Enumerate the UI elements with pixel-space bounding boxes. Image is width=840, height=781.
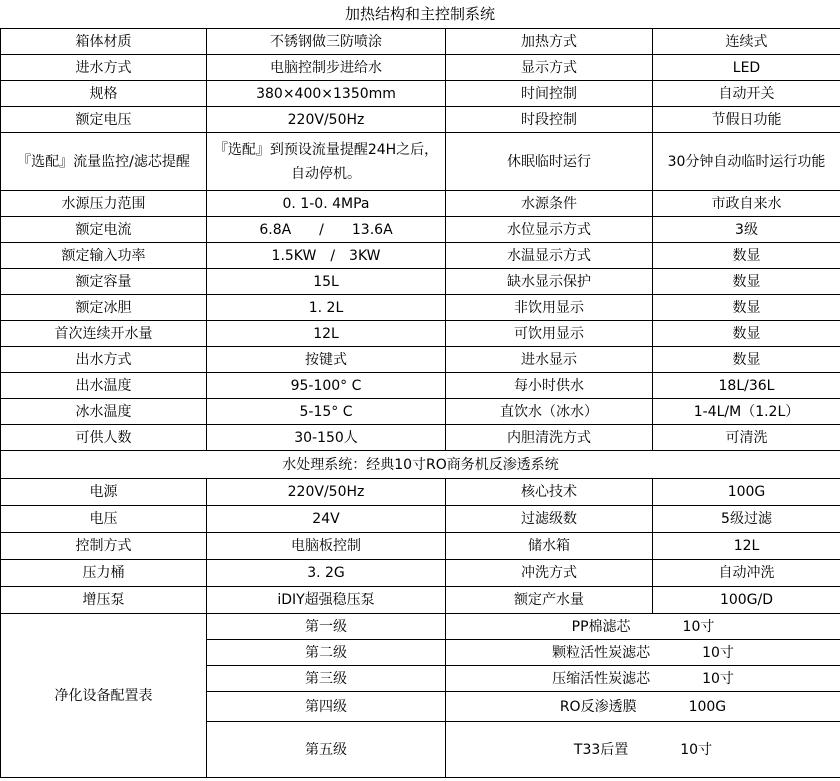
spec-row <box>1 347 840 373</box>
spec-value-cell: 自动开关 <box>653 81 840 107</box>
spec-value-cell: 自动冲洗 <box>653 560 840 587</box>
filter-size: 10寸 <box>680 741 713 758</box>
filter-detail-cell <box>446 614 840 640</box>
spec-row <box>1 587 840 614</box>
spec-row <box>1 269 840 295</box>
spec-label-cell: 出水方式 <box>1 347 207 373</box>
spec-row <box>1 217 840 243</box>
spec-label-cell: 规格 <box>1 81 207 107</box>
spec-label-cell: 内胆清洗方式 <box>446 425 653 451</box>
spec-value-cell: 100G <box>653 479 840 506</box>
spec-value-cell: 数显 <box>653 347 840 373</box>
filter-config-span-label: 净化设备配置表 <box>1 614 207 778</box>
spec-row <box>1 107 840 133</box>
spec-value-cell: 数显 <box>653 243 840 269</box>
spec-row <box>1 295 840 321</box>
page-title: 加热结构和主控制系统 <box>344 5 495 23</box>
spec-label-cell: 额定容量 <box>1 269 207 295</box>
spec-value-cell: 1. 2L <box>207 295 446 321</box>
spec-label-cell: 压力桶 <box>1 560 207 587</box>
spec-value-cell: 15L <box>207 269 446 295</box>
spec-value-cell: 市政自来水 <box>653 191 840 217</box>
spec-label-cell: 核心技术 <box>446 479 653 506</box>
spec-value-cell: 节假日功能 <box>653 107 840 133</box>
spec-value-cell: 『选配』到预设流量提醒24H之后，自动停机。 <box>207 133 446 191</box>
spec-label-cell: 进水显示 <box>446 347 653 373</box>
filter-name: T33后置 <box>573 741 629 758</box>
filter-detail-cell <box>446 666 840 692</box>
filter-size: 10寸 <box>682 618 715 635</box>
spec-value-cell: 电脑板控制 <box>207 533 446 560</box>
spec-row <box>1 506 840 533</box>
spec-label-cell: 增压泵 <box>1 587 207 614</box>
spec-label-cell: 时段控制 <box>446 107 653 133</box>
spec-label-cell: 加热方式 <box>446 29 653 55</box>
filter-detail-cell <box>446 692 840 722</box>
water-system-header: 水处理系统：经典10寸RO商务机反渗透系统 <box>1 451 840 479</box>
spec-label-cell: 进水方式 <box>1 55 207 81</box>
spec-value-cell: 5级过滤 <box>653 506 840 533</box>
spec-label-cell: 首次连续开水量 <box>1 321 207 347</box>
spec-row <box>1 560 840 587</box>
spec-row <box>1 55 840 81</box>
filter-config-body <box>1 614 840 778</box>
spec-row <box>1 533 840 560</box>
spec-label-cell: 『选配』流量监控/滤芯提醒 <box>1 133 207 191</box>
water-system-header-row <box>1 451 840 479</box>
spec-value-cell: 95-100° C <box>207 373 446 399</box>
spec-label-cell: 出水温度 <box>1 373 207 399</box>
spec-value-cell: LED <box>653 55 840 81</box>
spec-value-cell: 1-4L/M（1.2L） <box>653 399 840 425</box>
spec-label-cell: 每小时供水 <box>446 373 653 399</box>
spec-label-cell: 水温显示方式 <box>446 243 653 269</box>
spec-value-cell: 1.5KW / 3KW <box>207 243 446 269</box>
spec-label-cell: 可饮用显示 <box>446 321 653 347</box>
spec-value-cell: 18L/36L <box>653 373 840 399</box>
spec-row <box>1 479 840 506</box>
spec-label-cell: 额定产水量 <box>446 587 653 614</box>
spec-label-cell: 额定电流 <box>1 217 207 243</box>
spec-row <box>1 399 840 425</box>
filter-detail-cell <box>446 722 840 778</box>
spec-row <box>1 191 840 217</box>
spec-label-cell: 储水箱 <box>446 533 653 560</box>
spec-label-cell: 可供人数 <box>1 425 207 451</box>
spec-value-cell: 0. 1-0. 4MPa <box>207 191 446 217</box>
spec-label-cell: 冲洗方式 <box>446 560 653 587</box>
spec-label-cell: 水源条件 <box>446 191 653 217</box>
filter-name: 颗粒活性炭滤芯 <box>552 644 651 661</box>
spec-label-cell: 水位显示方式 <box>446 217 653 243</box>
spec-label-cell: 非饮用显示 <box>446 295 653 321</box>
spec-value-cell: 30-150人 <box>207 425 446 451</box>
spec-value-cell: 380×400×1350mm <box>207 81 446 107</box>
spec-label-cell: 水源压力范围 <box>1 191 207 217</box>
spec-value-cell: 3级 <box>653 217 840 243</box>
spec-value-cell: 数显 <box>653 269 840 295</box>
spec-label-cell: 控制方式 <box>1 533 207 560</box>
spec-value-cell: 220V/50Hz <box>207 479 446 506</box>
spec-label-cell: 额定输入功率 <box>1 243 207 269</box>
spec-value-cell: 24V <box>207 506 446 533</box>
spec-value-cell: 数显 <box>653 321 840 347</box>
spec-label-cell: 直饮水（冰水） <box>446 399 653 425</box>
spec-value-cell: 5-15° C <box>207 399 446 425</box>
filter-name: RO反渗透膜 <box>559 698 637 715</box>
spec-row <box>1 243 840 269</box>
spec-value-cell: 30分钟自动临时运行功能 <box>653 133 840 191</box>
spec-label-cell: 时间控制 <box>446 81 653 107</box>
spec-value-cell: 100G/D <box>653 587 840 614</box>
spec-value-cell: 连续式 <box>653 29 840 55</box>
spec-value-cell: iDIY超强稳压泵 <box>207 587 446 614</box>
filter-stage-row <box>1 614 840 640</box>
filter-name: PP棉滤芯 <box>571 618 631 635</box>
spec-value-cell: 数显 <box>653 295 840 321</box>
spec-value-cell: 12L <box>207 321 446 347</box>
spec-label-cell: 电压 <box>1 506 207 533</box>
spec-label-cell: 缺水显示保护 <box>446 269 653 295</box>
filter-size: 100G <box>688 698 727 715</box>
water-section-body <box>1 479 840 614</box>
spec-value-cell: 不锈钢做三防喷涂 <box>207 29 446 55</box>
spec-row <box>1 81 840 107</box>
spec-label-cell: 额定冰胆 <box>1 295 207 321</box>
spec-value-cell: 3. 2G <box>207 560 446 587</box>
filter-stage-label-cell: 第二级 <box>207 640 446 666</box>
spec-value-cell: 220V/50Hz <box>207 107 446 133</box>
spec-row <box>1 321 840 347</box>
filter-stage-label-cell: 第三级 <box>207 666 446 692</box>
spec-value-cell: 电脑控制步进给水 <box>207 55 446 81</box>
filter-stage-label-cell: 第一级 <box>207 614 446 640</box>
filter-size: 10寸 <box>702 670 734 687</box>
spec-value-cell: 6.8A / 13.6A <box>207 217 446 243</box>
water-system-header-body <box>1 451 840 479</box>
spec-table <box>0 28 840 778</box>
spec-label-cell: 休眠临时运行 <box>446 133 653 191</box>
spec-label-cell: 额定电压 <box>1 107 207 133</box>
spec-label-cell: 箱体材质 <box>1 29 207 55</box>
spec-value-cell: 12L <box>653 533 840 560</box>
spec-label-cell: 冰水温度 <box>1 399 207 425</box>
heating-section-body <box>1 29 840 451</box>
spec-row <box>1 373 840 399</box>
filter-name: 压缩活性炭滤芯 <box>552 670 651 687</box>
filter-stage-label-cell: 第四级 <box>207 692 446 722</box>
filter-size: 10寸 <box>702 644 734 661</box>
filter-detail-cell <box>446 640 840 666</box>
spec-label-cell: 电源 <box>1 479 207 506</box>
spec-row <box>1 425 840 451</box>
spec-label-cell: 显示方式 <box>446 55 653 81</box>
filter-stage-label-cell: 第五级 <box>207 722 446 778</box>
spec-row <box>1 29 840 55</box>
spec-row <box>1 133 840 191</box>
spec-value-cell: 可清洗 <box>653 425 840 451</box>
spec-label-cell: 过滤级数 <box>446 506 653 533</box>
spec-value-cell: 按键式 <box>207 347 446 373</box>
